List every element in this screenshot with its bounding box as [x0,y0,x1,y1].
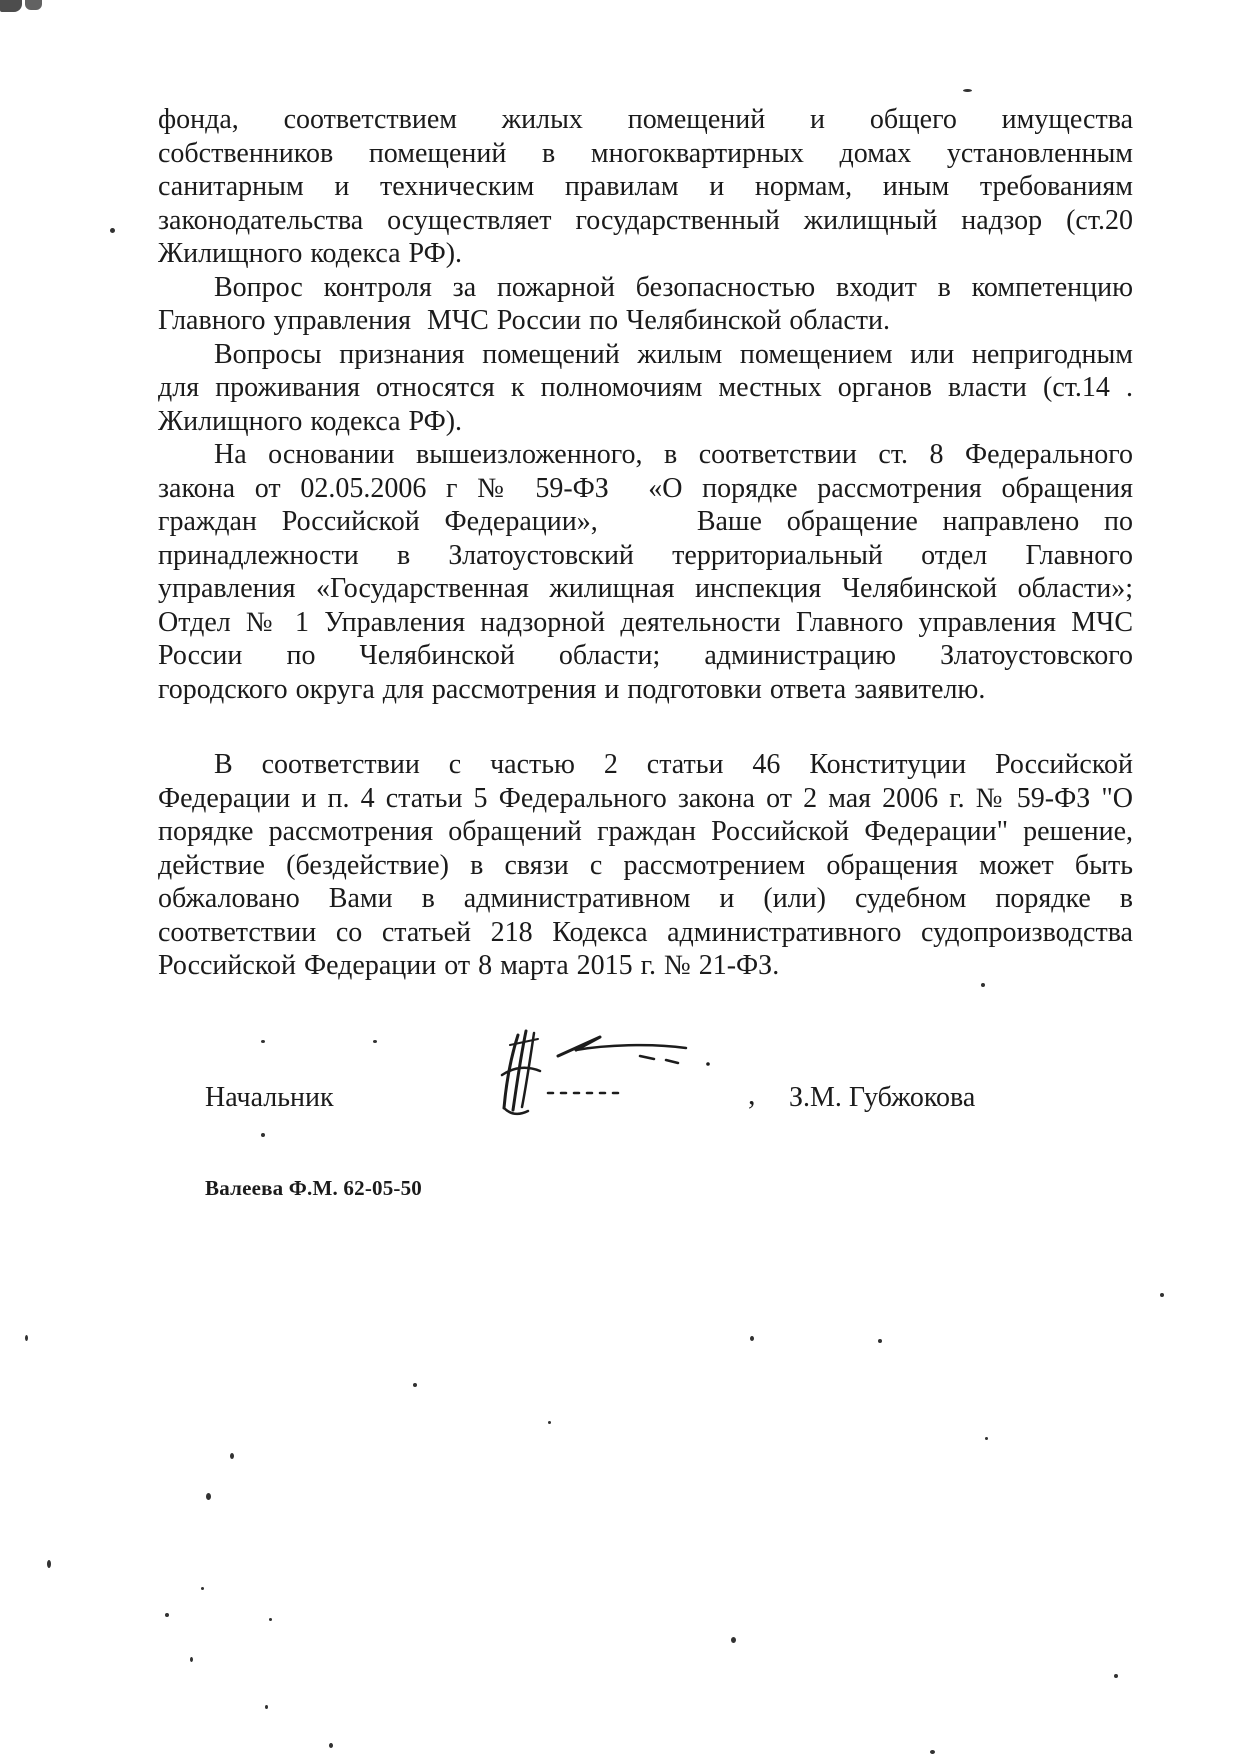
scan-speck [878,1339,882,1343]
scan-speck [963,89,972,92]
scan-speck [269,1618,272,1621]
paragraph [158,103,1133,271]
text-line: соответствии со статьей 218 Кодекса административного судопроизводства [158,916,1133,948]
paragraph [158,338,1133,439]
scan-speck [1114,1674,1118,1678]
scan-speck [165,1613,169,1617]
text-line: закона от 02.05.2006 г № 59-ФЗ «О порядке рассмотрения обращения [158,472,1133,504]
text-line: Жилищного кодекса РФ). [158,405,463,437]
text-line: принадлежности в Златоустовский территориальный отдел Главного [158,539,1133,571]
scan-speck [731,1637,736,1643]
scan-speck [25,1335,28,1341]
text-line: Федерации и п. 4 статьи 5 Федерального закона от 2 мая 2006 г. № 59-ФЗ "О [158,782,1133,814]
text-line: управления «Государственная жилищная инспекция Челябинской области»; [158,573,1133,604]
text-line: Главного управления МЧС России по Челябинской области. [158,305,891,336]
executor-note: Валеева Ф.М. 62-05-50 [205,1176,422,1200]
text-line: Отдел № 1 Управления надзорной деятельности Главного управления МЧС [158,606,1133,638]
text-line: На основании вышеизложенного, в соответствии ст. 8 Федерального [214,439,1133,470]
signature-position-title: Начальник [205,1082,334,1113]
scan-speck [201,1587,204,1590]
text-line: городского округа для рассмотрения и подготовки ответа заявителю. [158,673,986,705]
text-line: законодательства осуществляет государственный жилищный надзор (ст.20 [158,204,1133,236]
scan-smudge [0,0,22,12]
signature-comma: , [748,1078,756,1111]
text-line: Российской Федерации от 8 марта 2015 г. № 21-ФЗ. [158,950,780,981]
text-line: санитарным и техническим правилам и нормам, иным требованиям [158,171,1133,202]
scan-speck [190,1657,193,1662]
scan-speck [981,983,985,987]
text-line: России по Челябинской области; администрацию Златоустовского [158,640,1133,671]
scan-speck [261,1040,265,1043]
scan-speck [206,1493,211,1500]
scan-speck [750,1336,754,1341]
scan-speck [261,1133,265,1137]
scan-speck [413,1383,417,1387]
text-line: фонда, соответствием жилых помещений и общего имущества [158,104,1133,135]
text-line: В соответствии с частью 2 статьи 46 Конституции Российской [214,749,1133,780]
paragraph [158,748,1133,983]
text-line: Жилищного кодекса РФ). [158,238,463,269]
scan-smudge [25,0,42,10]
text-line: обжаловано Вами в административном и (или) судебном порядке в [158,883,1133,914]
text-line: граждан Российской Федерации», Ваше обращение направлено по [158,506,1133,537]
scan-speck [1160,1293,1164,1297]
scan-speck [373,1040,377,1043]
text-line: Вопрос контроля за пожарной безопасностью входит в компетенцию [214,271,1133,303]
text-line: действие (бездействие) в связи с рассмотрением обращения может быть [158,849,1133,881]
body-text [158,103,1133,983]
handwritten-signature [440,1015,770,1135]
paragraph [158,271,1133,338]
text-line: порядке рассмотрения обращений граждан Российской Федерации" решение, [158,816,1133,847]
scan-speck [230,1453,234,1459]
scan-speck [329,1743,333,1748]
scan-speck [985,1437,988,1440]
text-line: Вопросы признания помещений жилым помещением или непригодным [214,338,1133,370]
scan-speck [110,228,115,233]
text-line: для проживания относятся к полномочиям местных органов власти (ст.14 . [158,372,1133,403]
paragraph [158,438,1133,706]
signature-name: З.М. Губжокова [789,1082,976,1113]
text-line: собственников помещений в многоквартирных домах установленным [158,137,1133,169]
scan-speck [548,1421,551,1424]
scan-speck [265,1705,268,1709]
scan-speck [47,1560,51,1568]
scan-speck [930,1750,935,1754]
